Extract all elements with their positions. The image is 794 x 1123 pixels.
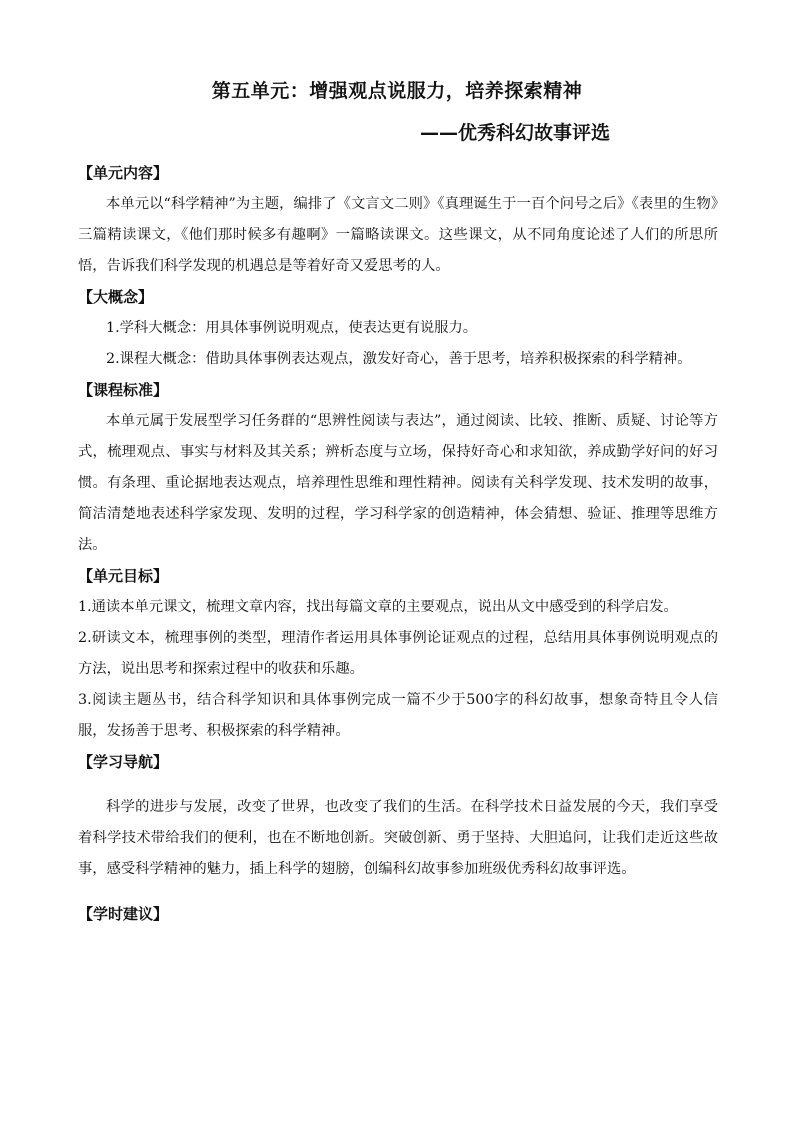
section-heading-class-hours: 【学时建议】	[78, 905, 169, 923]
unit-goal-item-3: 3.阅读主题丛书，结合科学知识和具体事例完成一篇不少于500字的科幻故事，想象奇特且令人信服，发扬善于思考、积极探索的科学精神。	[78, 692, 718, 739]
learning-guide-text: 科学的进步与发展，改变了世界，也改变了我们的生活。在科学技术日益发展的今天，我们享受着科学技术带给我们的便利，也在不断地创新。突破创新、勇于坚持、大胆追问，让我们走近这些故事，感受科学精神的魅力，插上科学的翅膀，创编科幻故事参加班级优秀科幻故事评选。	[78, 799, 718, 877]
document-subtitle: ——优秀科幻故事评选	[420, 122, 611, 144]
document-title: 第五单元：增强观点说服力，培养探索精神	[211, 80, 583, 102]
document-body	[78, 158, 718, 930]
section-heading-curriculum-standard: 【课程标准】	[78, 381, 169, 399]
big-concept-item-2: 2.课程大概念：借助具体事例表达观点，激发好奇心，善于思考，培养积极探索的科学精神。	[106, 351, 692, 367]
section-heading-big-concept: 【大概念】	[78, 288, 154, 306]
unit-content-text: 本单元以“科学精神”为主题，编排了《文言文二则》《真理诞生于一百个问号之后》《表里的生物》三篇精读课文，《他们那时候多有趣啊》一篇略读课文。这些课文，从不同角度论述了人们的所思所悟，告诉我们科学发现的机遇总是等着好奇又爱思考的人。	[78, 196, 718, 274]
section-heading-unit-content: 【单元内容】	[78, 164, 169, 182]
spacer	[78, 778, 718, 792]
big-concept-item-1: 1.学科大概念：用具体事例说明观点，使表达更有说服力。	[106, 320, 478, 336]
spacer	[78, 885, 718, 899]
section-heading-unit-goals: 【单元目标】	[78, 567, 169, 585]
unit-goal-item-1: 1.通读本单元课文，梳理文章内容，找出每篇文章的主要观点，说出从文中感受到的科学启发。	[78, 599, 678, 615]
unit-goal-item-2: 2.研读文本，梳理事例的类型，理清作者运用具体事例论证观点的过程，总结用具体事例说明观点的方法，说出思考和探索过程中的收获和乐趣。	[78, 630, 718, 677]
curriculum-standard-text: 本单元属于发展型学习任务群的“思辨性阅读与表达”，通过阅读、比较、推断、质疑、讨论等方式，梳理观点、事实与材料及其关系；辨析态度与立场，保持好奇心和求知欲，养成勤学好问的好习惯。有条理、重论据地表达观点，培养理性思维和理性精神。阅读有关科学发现、技术发明的故事，简洁清楚地表述科学家发现、发明的过程，学习科学家的创造精神，体会猜想、验证、推理等思维方法。	[78, 413, 718, 553]
section-heading-learning-guide: 【学习导航】	[78, 753, 169, 771]
